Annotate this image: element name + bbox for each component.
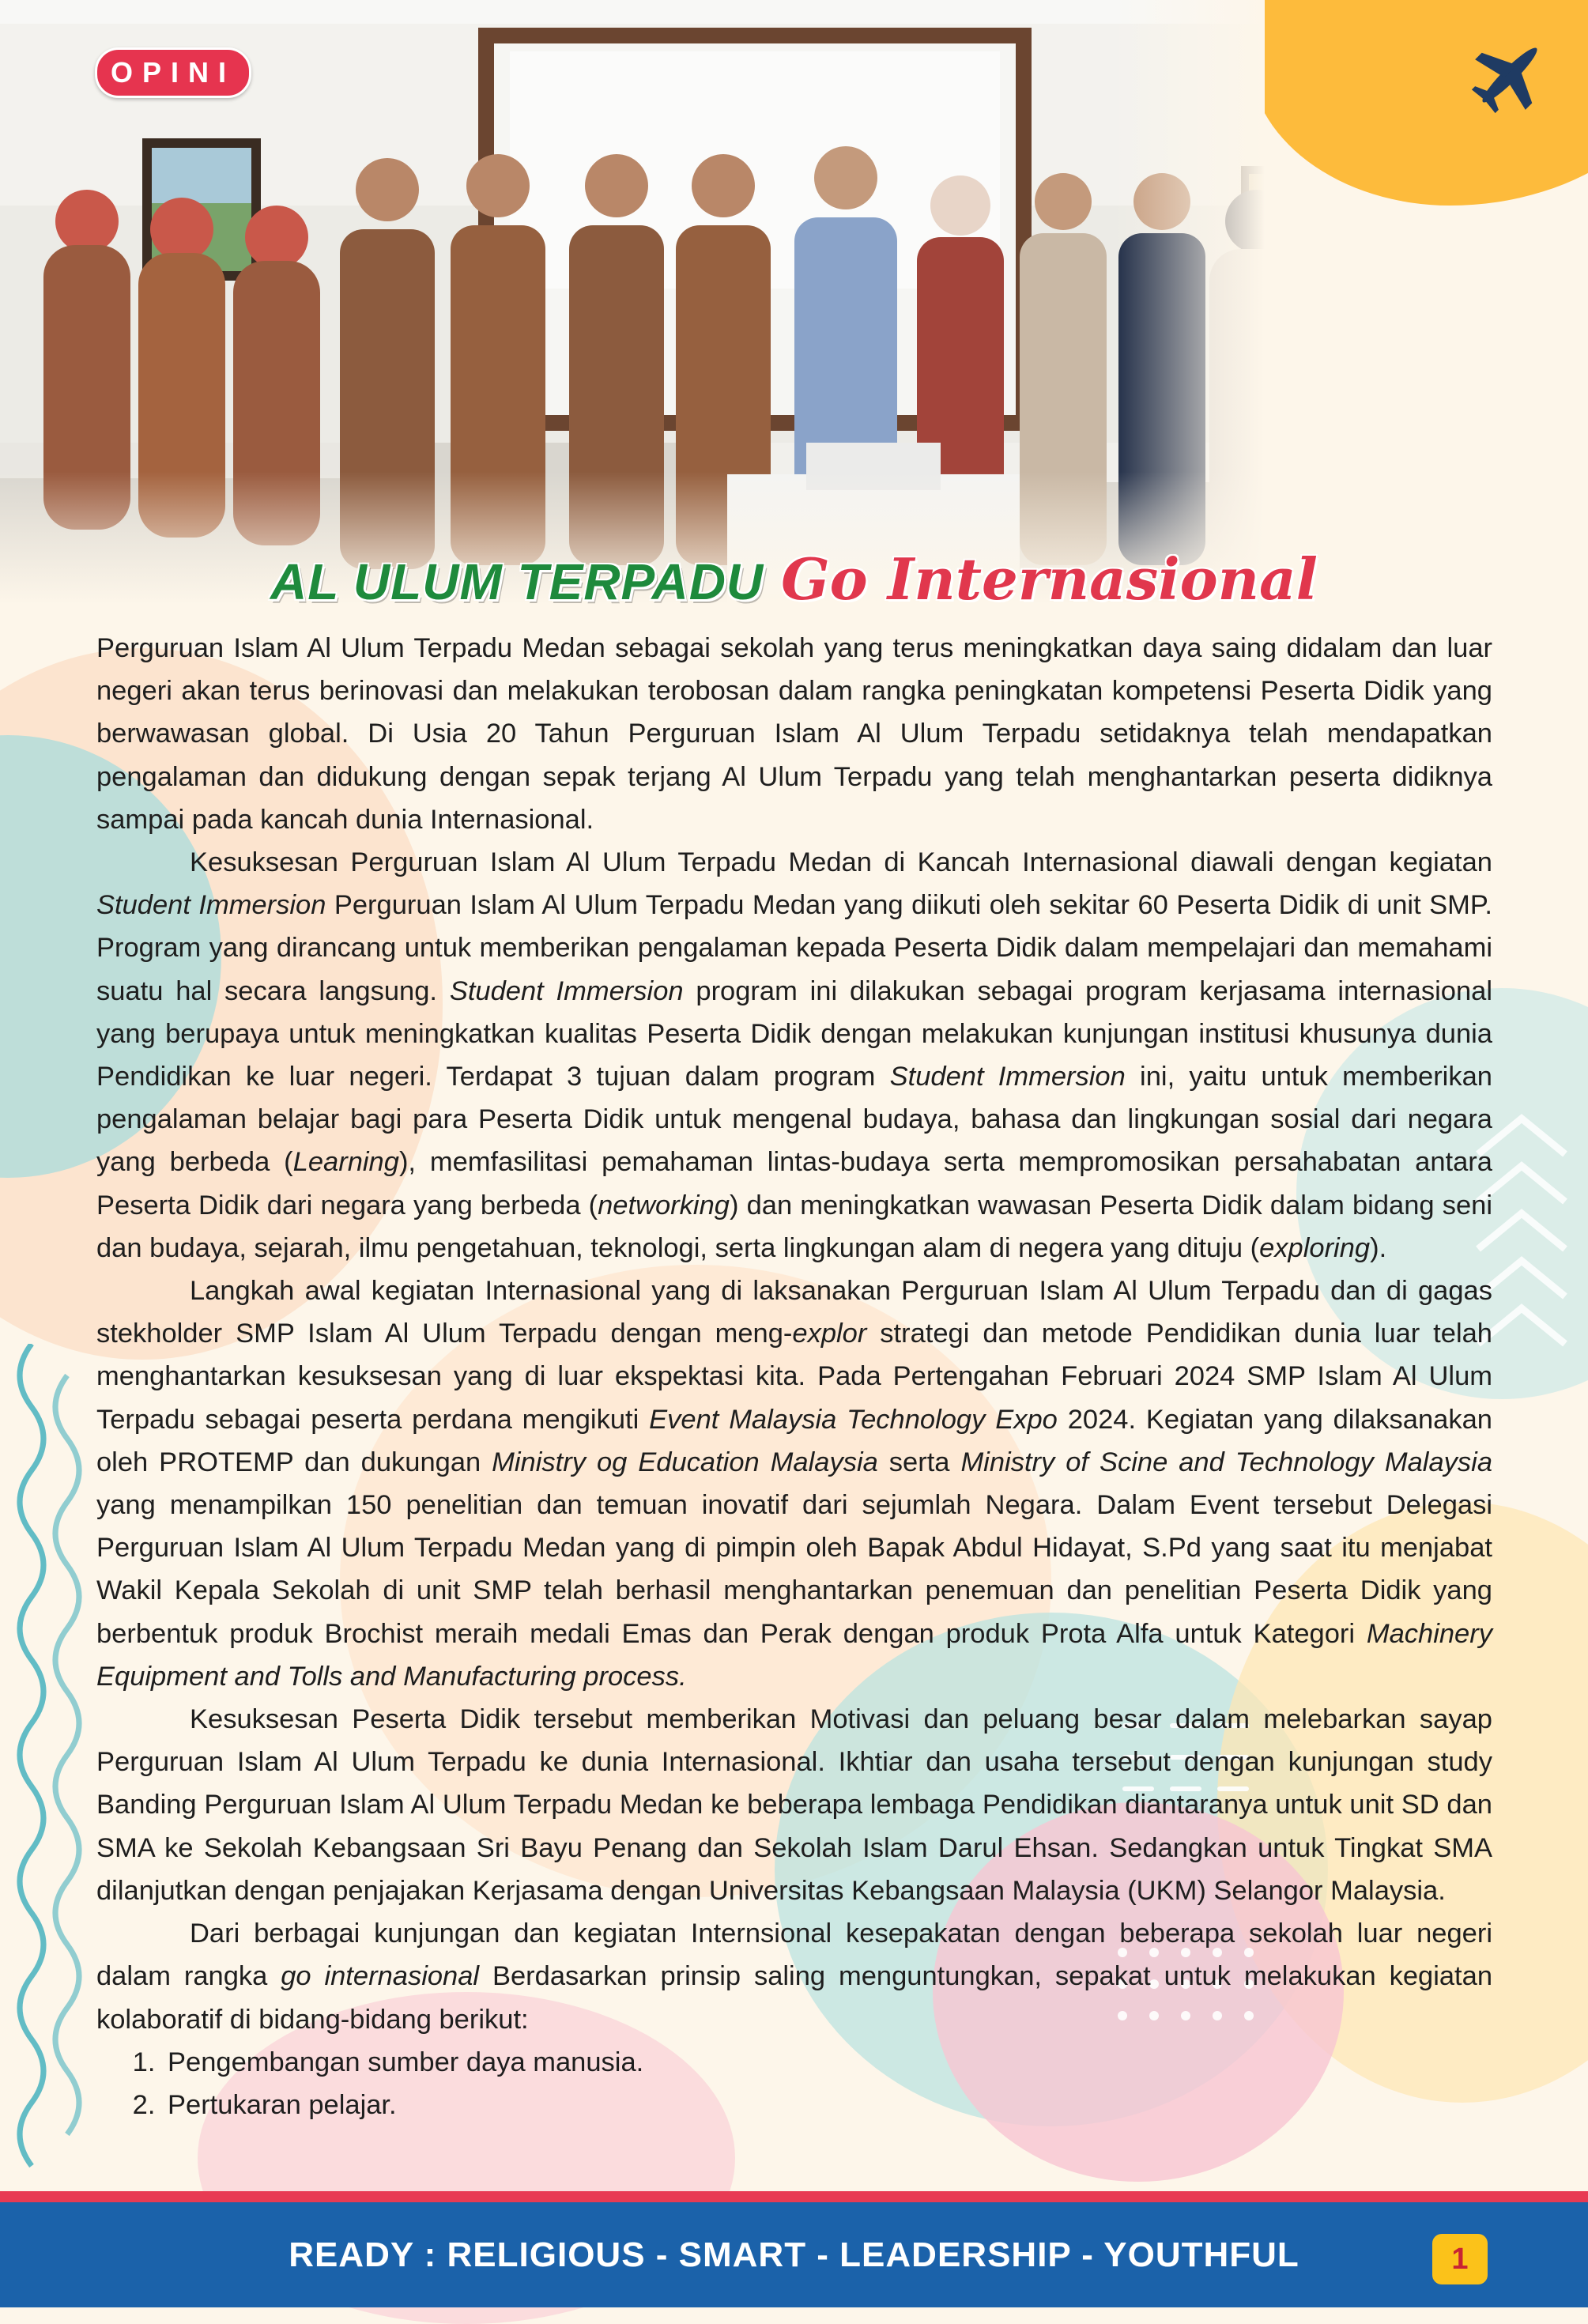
article-body — [96, 627, 1492, 2126]
list-item: 1. Pengembangan sumber daya manusia. — [163, 2041, 1492, 2084]
page-number: 1 — [1432, 2234, 1488, 2284]
footer-bar — [0, 2202, 1588, 2307]
paragraph-1: Perguruan Islam Al Ulum Terpadu Medan sebagai sekolah yang terus meningkatkan daya saing didalam dan luar negeri akan terus berinovasi dan melakukan terobosan dalam rangka peningkatan kompetensi Peserta Didik yang berwawasan global. Di Usia 20 Tahun Perguruan Islam Al Ulum Terpadu setidaknya telah mendapatkan pengalaman dan didukung dengan sepak terjang Al Ulum Terpadu yang telah menghantarkan peserta didiknya sampai pada kancah dunia Internasional. — [96, 633, 1492, 835]
collaboration-list — [96, 2041, 1492, 2126]
title-part2: Go Internasional — [781, 545, 1318, 613]
title-part1: AL ULUM TERPADU — [270, 553, 764, 610]
paragraph-4: Kesuksesan Peserta Didik tersebut memberikan Motivasi dan peluang besar dalam melebarkan sayap Perguruan Islam Al Ulum Terpadu ke dunia Internasional. Ikhtiar dan usaha tersebut dengan kunjungan study Banding Perguruan Islam Al Ulum Terpadu Medan ke beberapa lembaga Pendidikan diantaranya untuk unit SD dan SMA ke Sekolah Kebangsaan Sri Bayu Penang dan Sekolah Islam Darul Ehsan. Sedangkan untuk Tingkat SMA dilanjutkan dengan penjajakan Kerjasama dengan Universitas Kebangsaan Malaysia (UKM) Selangor Malaysia. — [96, 1704, 1492, 1906]
airplane-icon — [1466, 32, 1553, 119]
footer-stripe — [0, 2191, 1588, 2202]
paragraph-5: Dari berbagai kunjungan dan kegiatan Internsional kesepakatan dengan beberapa sekolah luar negeri dalam rangka go internasional Berdasarkan prinsip saling menguntungkan, sepakat untuk melakukan kegiatan kolaboratif di bidang-bidang berikut: — [96, 1918, 1493, 2035]
wavy-line-decoration — [0, 1344, 95, 2182]
list-item: 2. Pertukaran pelajar. — [163, 2084, 1492, 2126]
opini-badge: OPINI — [95, 47, 251, 98]
paragraph-3: Langkah awal kegiatan Internasional yang di laksanakan Perguruan Islam Al Ulum Terpadu dan di gagas stekholder SMP Islam Al Ulum Terpadu dengan meng-explor strategi dan metode Pendidikan dunia luar telah menghantarkan kesuksesan yang di luar ekspektasi kita. Pada Pertengahan Februari 2024 SMP Islam Al Ulum Terpadu sebagai peserta perdana mengikuti Event Malaysia Technology Expo 2024. Kegiatan yang dilaksanakan oleh PROTEMP dan dukungan Ministry og Education Malaysia serta Ministry of Scine and Technology Malaysia yang menampilkan 150 penelitian dan temuan inovatif dari sejumlah Negara. Dalam Event tersebut Delegasi Perguruan Islam Al Ulum Terpadu Medan yang di pimpin oleh Bapak Abdul Hidayat, S.Pd yang saat itu menjabat Wakil Kepala Sekolah di unit SMP telah berhasil menghantarkan penemuan dan penelitian Peserta Didik yang berbentuk produk Brochist meraih medali Emas dan Perak dengan produk Prota Alfa untuk Kategori Machinery Equipment and Tolls and Manufacturing process. — [96, 1276, 1493, 1692]
paragraph-2: Kesuksesan Perguruan Islam Al Ulum Terpadu Medan di Kancah Internasional diawali dengan kegiatan Student Immersion Perguruan Islam Al Ulum Terpadu Medan yang diikuti oleh sekitar 60 Peserta Didik di unit SMP. Program yang dirancang untuk memberikan pengalaman kepada Peserta Didik dalam mempelajari dan memahami suatu hal secara langsung. Student Immersion program ini dilakukan sebagai program kerjasama internasional yang berupaya untuk meningkatkan kualitas Peserta Didik dengan melakukan kunjungan institusi khusunya dunia Pendidikan ke luar negeri. Terdapat 3 tujuan dalam program Student Immersion ini, yaitu untuk memberikan pengalaman belajar bagi para Peserta Didik untuk mengenal budaya, bahasa dan lingkungan sosial dari negara yang berbeda (Learning), memfasilitasi pemahaman lintas-budaya serta mempromosikan persahabatan antara Peserta Didik dari negara yang berbeda (networking) dan meningkatkan wawasan Peserta Didik dalam bidang seni dan budaya, sejarah, ilmu pengetahuan, teknologi, serta lingkungan alam di negera yang dituju (exploring). — [96, 847, 1493, 1263]
article-title — [0, 545, 1588, 613]
footer-tagline: READY : RELIGIOUS - SMART - LEADERSHIP - YOUTHFUL — [289, 2235, 1299, 2274]
